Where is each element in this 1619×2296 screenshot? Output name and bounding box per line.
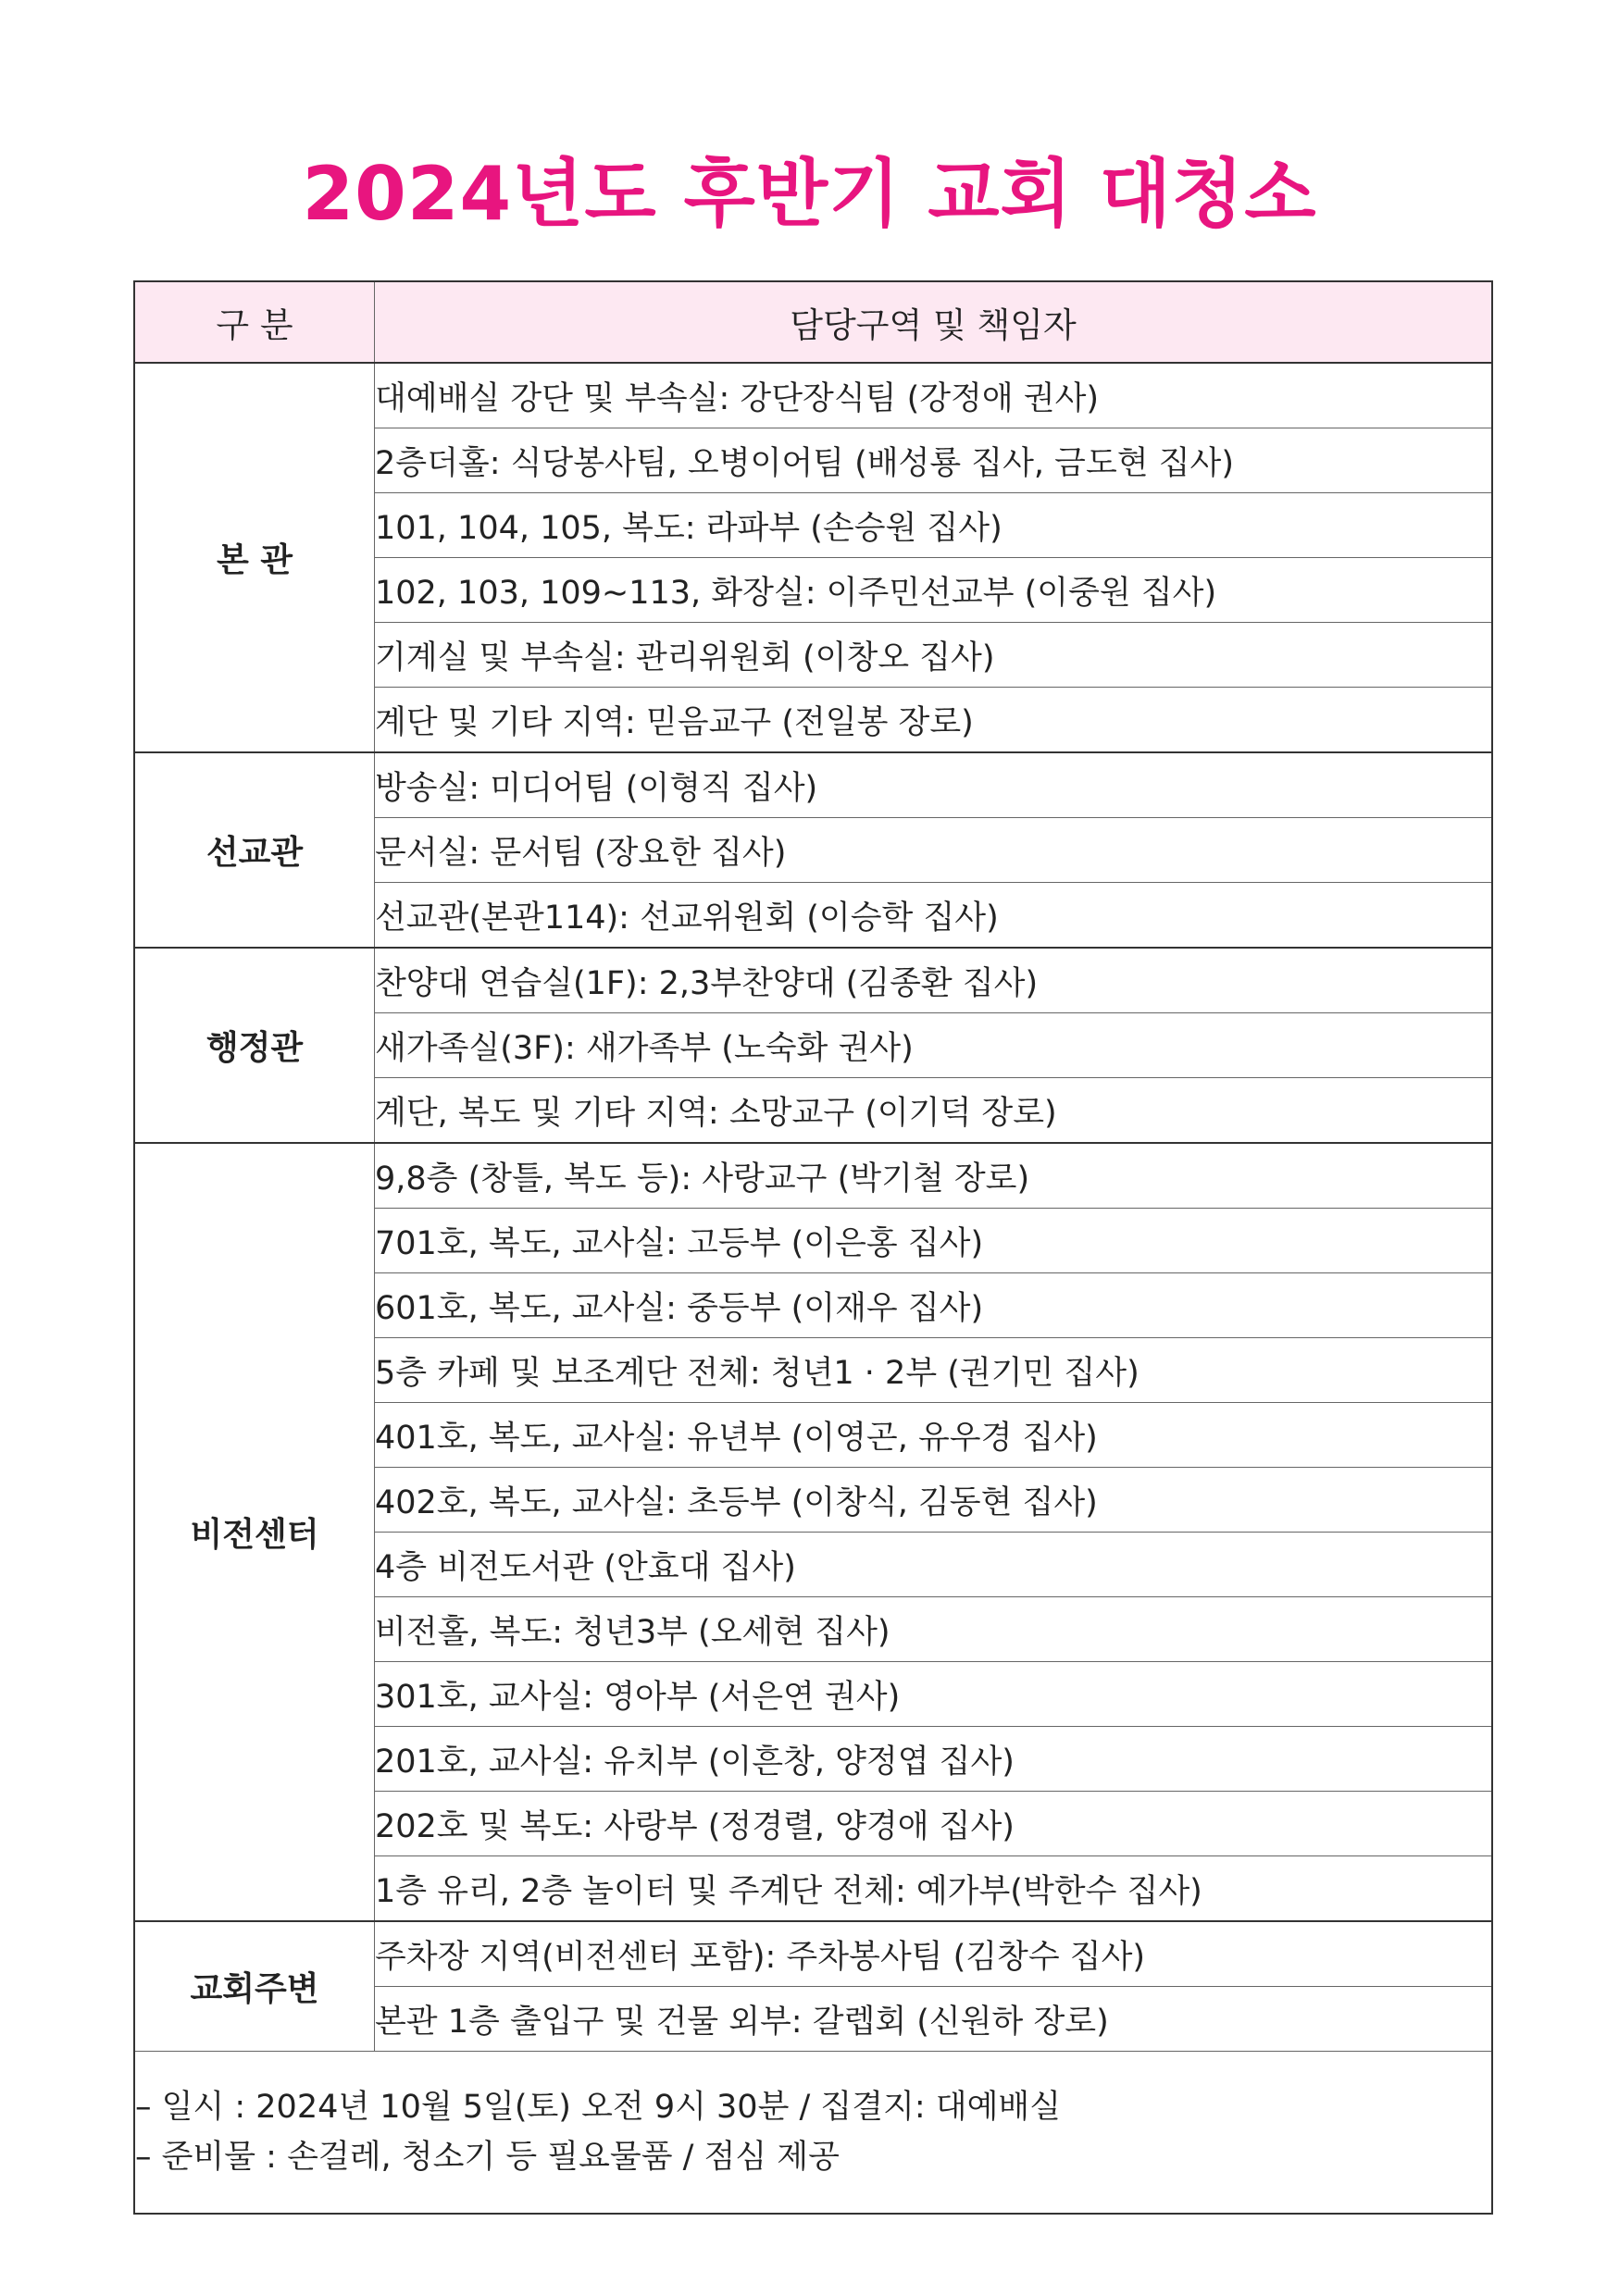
- assignment-cell: 301호, 교사실: 영아부 (서은연 권사): [375, 1662, 1493, 1727]
- category-cell: 본 관: [134, 363, 375, 752]
- note-schedule: – 일시 : 2024년 10월 5일(토) 오전 9시 30분 / 집결지: 대예배실: [135, 2089, 1062, 2126]
- category-cell: 교회주변: [134, 1921, 375, 2052]
- assignment-cell: 대예배실 강단 및 부속실: 강단장식팀 (강정애 권사): [375, 363, 1493, 428]
- assignment-cell: 1층 유리, 2층 놀이터 및 주계단 전체: 예가부(박한수 집사): [375, 1856, 1493, 1922]
- category-cell: 행정관: [134, 948, 375, 1143]
- assignment-cell: 계단, 복도 및 기타 지역: 소망교구 (이기덕 장로): [375, 1078, 1493, 1144]
- notes-row: [134, 2052, 1492, 2215]
- assignment-cell: 2층더홀: 식당봉사팀, 오병이어팀 (배성룡 집사, 금도현 집사): [375, 428, 1493, 493]
- assignment-cell: 문서실: 문서팀 (장요한 집사): [375, 818, 1493, 883]
- assignment-cell: 비전홀, 복도: 청년3부 (오세현 집사): [375, 1597, 1493, 1662]
- assignment-cell: 601호, 복도, 교사실: 중등부 (이재우 집사): [375, 1273, 1493, 1338]
- assignment-cell: 401호, 복도, 교사실: 유년부 (이영곤, 유우경 집사): [375, 1403, 1493, 1468]
- notes-cell: [134, 2052, 1492, 2215]
- assignment-cell: 202호 및 복도: 사랑부 (정경렬, 양경애 집사): [375, 1792, 1493, 1856]
- header-category: 구 분: [134, 281, 375, 363]
- assignment-cell: 102, 103, 109∼113, 화장실: 이주민선교부 (이중원 집사): [375, 558, 1493, 623]
- header-area: 담당구역 및 책임자: [375, 281, 1493, 363]
- note-supplies: – 준비물 : 손걸레, 청소기 등 필요물품 / 점심 제공: [135, 2139, 840, 2176]
- assignment-cell: 5층 카페 및 보조계단 전체: 청년1 · 2부 (권기민 집사): [375, 1338, 1493, 1403]
- category-cell: 선교관: [134, 752, 375, 948]
- assignment-cell: 101, 104, 105, 복도: 라파부 (손승원 집사): [375, 493, 1493, 558]
- assignment-cell: 402호, 복도, 교사실: 초등부 (이창식, 김동현 집사): [375, 1468, 1493, 1533]
- table-row: [134, 1143, 1492, 1209]
- assignment-cell: 계단 및 기타 지역: 믿음교구 (전일봉 장로): [375, 688, 1493, 753]
- assignment-cell: 선교관(본관114): 선교위원회 (이승학 집사): [375, 883, 1493, 949]
- table-row: [134, 1921, 1492, 1987]
- table-header-row: [134, 281, 1492, 363]
- table-body: [134, 363, 1492, 2052]
- assignment-cell: 4층 비전도서관 (안효대 집사): [375, 1533, 1493, 1597]
- table-row: [134, 948, 1492, 1013]
- assignment-cell: 201호, 교사실: 유치부 (이흔창, 양정엽 집사): [375, 1727, 1493, 1792]
- table-row: [134, 363, 1492, 428]
- category-cell: 비전센터: [134, 1143, 375, 1921]
- assignment-cell: 방송실: 미디어팀 (이형직 집사): [375, 752, 1493, 818]
- assignment-cell: 주차장 지역(비전센터 포함): 주차봉사팀 (김창수 집사): [375, 1921, 1493, 1987]
- assignment-cell: 기계실 및 부속실: 관리위원회 (이창오 집사): [375, 623, 1493, 688]
- assignment-cell: 새가족실(3F): 새가족부 (노숙화 권사): [375, 1013, 1493, 1078]
- cleaning-assignment-table: [133, 280, 1493, 2215]
- assignment-cell: 찬양대 연습실(1F): 2,3부찬양대 (김종환 집사): [375, 948, 1493, 1013]
- table-row: [134, 752, 1492, 818]
- assignment-cell: 본관 1층 출입구 및 건물 외부: 갈렙회 (신원하 장로): [375, 1987, 1493, 2052]
- assignment-cell: 9,8층 (창틀, 복도 등): 사랑교구 (박기철 장로): [375, 1143, 1493, 1209]
- page-title: 2024년도 후반기 교회 대청소: [302, 151, 1317, 237]
- assignment-cell: 701호, 복도, 교사실: 고등부 (이은홍 집사): [375, 1209, 1493, 1273]
